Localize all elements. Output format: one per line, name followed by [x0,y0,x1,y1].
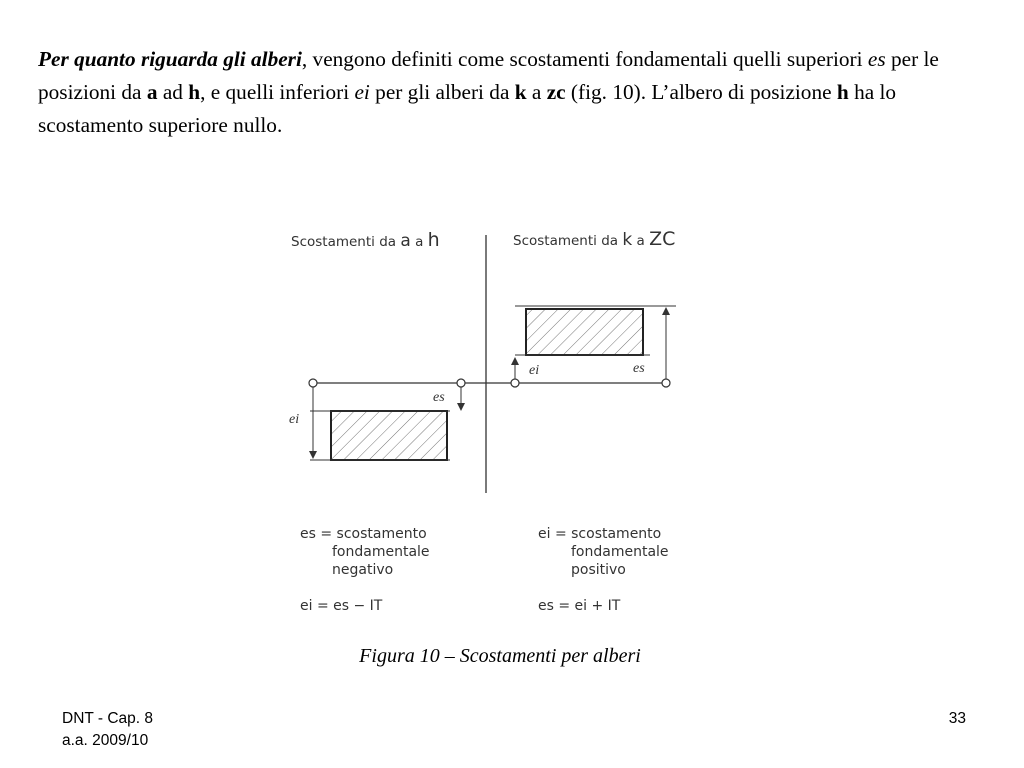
caption-text: Figura 10 – Scostamenti per alberi [359,645,641,667]
deviation-diagram [270,215,740,625]
body-paragraph [38,43,988,142]
para-text: ad [157,80,189,104]
para-zc: zc [546,80,566,104]
figure-caption [0,645,1024,668]
para-text: , e quelli inferiori [200,80,355,104]
legend-right-formula: es = ei + IT [538,598,621,614]
legend-left-formula: ei = es − IT [300,598,383,614]
right-ei-label: ei [529,363,540,378]
legend-right-line1: ei = scostamento [538,526,662,542]
left-title: Scostamenti da a a h [291,229,440,251]
para-text: per gli alberi da [369,80,515,104]
zero-marker-left [309,379,317,387]
right-title: Scostamenti da k a ZC [513,228,676,250]
legend-right-line3: positivo [571,562,626,578]
para-lead: Per quanto riguarda gli alberi [38,47,302,71]
para-text: , vengono definiti come scostamenti fondamentali quelli superiori [301,47,868,71]
para-h: h [188,80,201,104]
zero-marker-far-right [662,379,670,387]
para-a: a [146,80,158,104]
legend-left-line3: negativo [332,562,394,578]
para-text: (fig. 10). L’albero di posizione [565,80,837,104]
legend-left [300,526,430,614]
para-text: per le posizioni da [38,47,939,104]
para-text: ha lo scostamento superiore nullo. [38,80,897,137]
para-text: a [526,80,547,104]
footer-course: DNT - Cap. 8 [62,710,154,727]
left-tolerance-zone [331,411,447,460]
zero-marker-mid [457,379,465,387]
figure-10 [270,215,740,625]
para-k: k [514,80,527,104]
legend-left-line1: es = scostamento [300,526,427,542]
left-ei-label: ei [289,412,300,427]
page-number: 33 [948,710,966,727]
right-es-label: es [633,361,645,376]
legend-right [538,526,669,614]
footer-course-info [62,708,153,752]
right-tolerance-zone [526,309,643,355]
left-es-label: es [433,390,445,405]
legend-left-line2: fondamentale [332,544,430,560]
para-h2: h [836,80,849,104]
footer-year: a.a. 2009/10 [62,732,149,749]
para-es: es [867,47,886,71]
zero-marker-right [511,379,519,387]
para-ei: ei [354,80,370,104]
legend-right-line2: fondamentale [571,544,669,560]
